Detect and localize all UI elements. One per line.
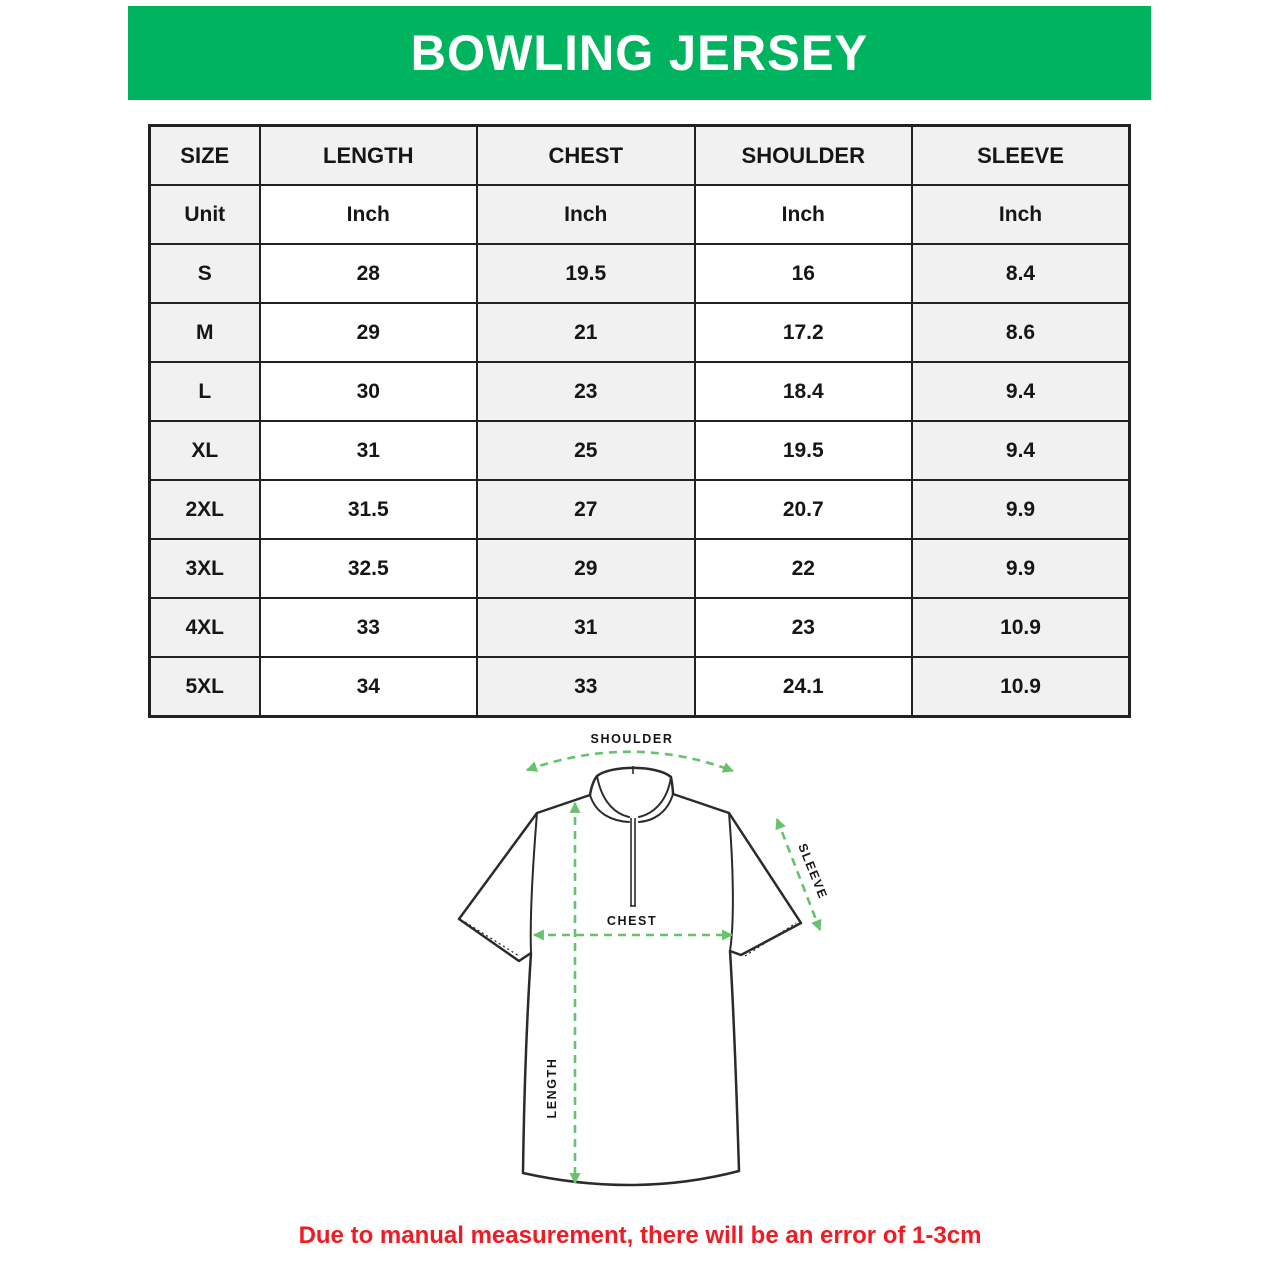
value-cell: 9.4 [912, 362, 1130, 421]
length-label: LENGTH [545, 1057, 559, 1119]
value-cell: Inch [695, 185, 913, 244]
measurement-disclaimer: Due to manual measurement, there will be an error of 1-3cm [298, 1222, 982, 1249]
value-cell: 8.6 [912, 303, 1130, 362]
value-cell: 16 [695, 244, 913, 303]
table-header-row [150, 126, 1130, 186]
column-header-cell: CHEST [477, 126, 695, 186]
size-cell: M [150, 303, 260, 362]
value-cell: 25 [477, 421, 695, 480]
value-cell: 9.9 [912, 480, 1130, 539]
jersey-diagram [415, 715, 835, 1205]
jersey-outline [459, 768, 801, 1185]
column-header-cell: SLEEVE [912, 126, 1130, 186]
table-row [150, 303, 1130, 362]
size-cell: 4XL [150, 598, 260, 657]
value-cell: 19.5 [695, 421, 913, 480]
value-cell: Inch [260, 185, 478, 244]
column-header-cell: SIZE [150, 126, 260, 186]
value-cell: 9.9 [912, 539, 1130, 598]
value-cell: 34 [260, 657, 478, 717]
value-cell: 29 [477, 539, 695, 598]
sleeve-label: SLEEVE [795, 841, 831, 902]
size-cell: L [150, 362, 260, 421]
value-cell: 23 [477, 362, 695, 421]
value-cell: 18.4 [695, 362, 913, 421]
size-cell: S [150, 244, 260, 303]
value-cell: 19.5 [477, 244, 695, 303]
size-table-body [150, 126, 1130, 717]
value-cell: 33 [260, 598, 478, 657]
size-cell: 3XL [150, 539, 260, 598]
table-row [150, 244, 1130, 303]
table-row [150, 657, 1130, 717]
value-cell: 8.4 [912, 244, 1130, 303]
value-cell: 27 [477, 480, 695, 539]
value-cell: 28 [260, 244, 478, 303]
table-unit-row [150, 185, 1130, 244]
table-row [150, 362, 1130, 421]
value-cell: 9.4 [912, 421, 1130, 480]
size-table [148, 124, 1131, 718]
value-cell: 33 [477, 657, 695, 717]
value-cell: 31.5 [260, 480, 478, 539]
page-title: BOWLING JERSEY [410, 25, 869, 81]
value-cell: 22 [695, 539, 913, 598]
table-row [150, 539, 1130, 598]
value-cell: Inch [477, 185, 695, 244]
size-cell: 5XL [150, 657, 260, 717]
value-cell: 10.9 [912, 598, 1130, 657]
value-cell: 24.1 [695, 657, 913, 717]
value-cell: 30 [260, 362, 478, 421]
size-cell: 2XL [150, 480, 260, 539]
table-row [150, 421, 1130, 480]
value-cell: 20.7 [695, 480, 913, 539]
column-header-cell: SHOULDER [695, 126, 913, 186]
size-cell: XL [150, 421, 260, 480]
value-cell: 10.9 [912, 657, 1130, 717]
title-banner [128, 6, 1151, 100]
value-cell: 23 [695, 598, 913, 657]
chest-label: CHEST [606, 914, 658, 928]
table-row [150, 598, 1130, 657]
value-cell: 29 [260, 303, 478, 362]
value-cell: 31 [260, 421, 478, 480]
shoulder-label: SHOULDER [590, 732, 674, 746]
column-header-cell: LENGTH [260, 126, 478, 186]
table-row [150, 480, 1130, 539]
value-cell: 21 [477, 303, 695, 362]
value-cell: Inch [912, 185, 1130, 244]
value-cell: 31 [477, 598, 695, 657]
size-cell: Unit [150, 185, 260, 244]
value-cell: 17.2 [695, 303, 913, 362]
value-cell: 32.5 [260, 539, 478, 598]
